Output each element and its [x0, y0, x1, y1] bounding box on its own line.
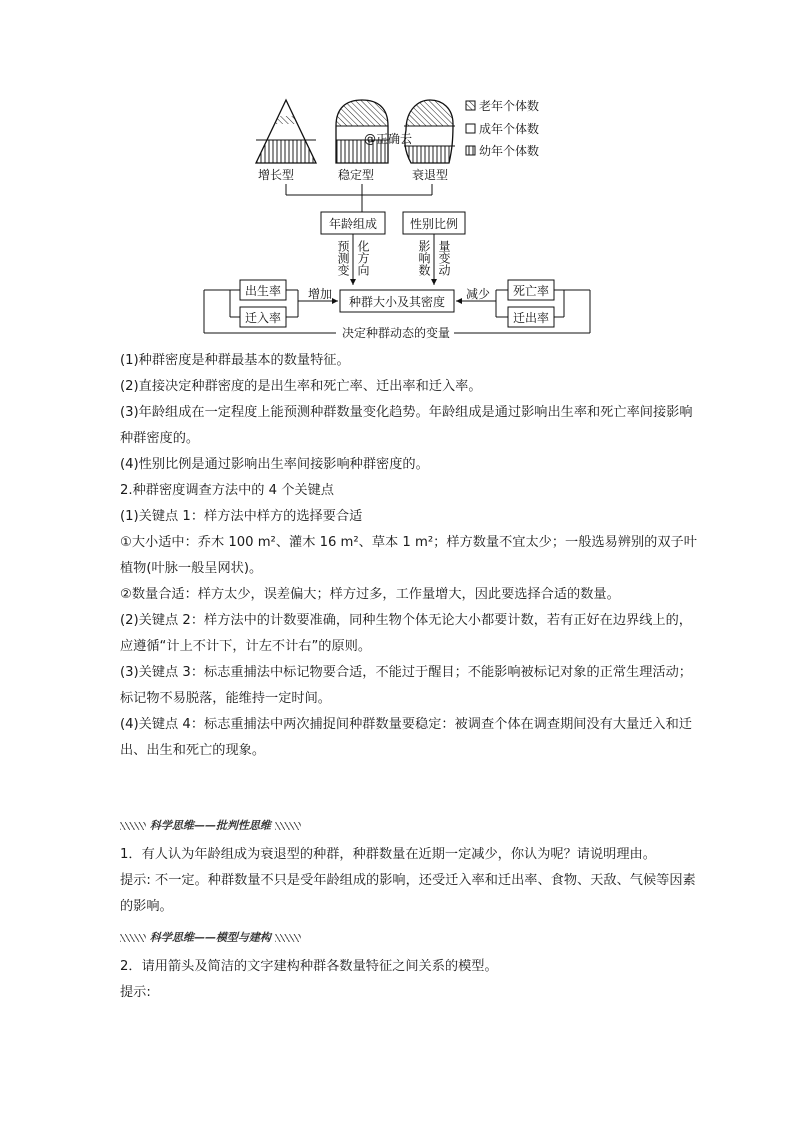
hint: 提示: — [120, 985, 151, 1000]
affect-label-a: 影响数 — [417, 240, 431, 276]
watermark: @正确云 — [364, 132, 413, 146]
hatch-decoration — [120, 934, 146, 942]
paragraph: (2)直接决定种群密度的是出生率和死亡率、迁出率和迁入率。 — [120, 379, 482, 394]
immigration-rate-label: 迁入率 — [244, 311, 282, 325]
critical-thinking-banner — [120, 817, 301, 833]
sex-ratio-label: 性别比例 — [409, 217, 459, 231]
legend — [466, 98, 539, 158]
population-characteristics-diagram — [0, 0, 794, 345]
paragraph: 2.种群密度调查方法中的 4 个关键点 — [120, 483, 334, 498]
legend-adult: 成年个体数 — [479, 122, 540, 136]
modeling-section — [120, 954, 700, 1006]
paragraph: (1)关键点 1：样方法中样方的选择要合适 — [120, 509, 363, 524]
predict-label-b: 化方向 — [356, 240, 370, 276]
paragraph: (4)关键点 4：标志重捕法中两次捕捉间种群数量要稳定：被调查个体在调查期间没有大量迁入和迁出、出生和死亡的现象。 — [120, 717, 692, 758]
population-size-label: 种群大小及其密度 — [348, 295, 446, 309]
paragraph: (3)关键点 3：标志重捕法中标记物要合适，不能过于醒目；不能影响被标记对象的正常生理活动；标记物不易脱落，能维持一定时间。 — [120, 665, 692, 706]
affect-label-b: 量变动 — [437, 240, 451, 276]
declining-pyramid — [400, 98, 460, 164]
declining-label: 衰退型 — [412, 168, 449, 182]
pyramid-bracket — [286, 184, 432, 212]
diagonal-hatch-box-icon — [466, 101, 475, 110]
increase-label: 增加 — [308, 287, 333, 301]
stable-pyramid — [330, 98, 394, 164]
paragraph: (1)种群密度是种群最基本的数量特征。 — [120, 353, 350, 368]
question: 2．请用箭头及简洁的文字建构种群各数量特征之间关系的模型。 — [120, 959, 498, 974]
hint: 提示: 不一定。种群数量不只是受年龄组成的影响，还受迁入率和迁出率、食物、天敌、气候等因素的影响。 — [120, 873, 696, 914]
paragraph: ②数量合适：样方太少，误差偏大；样方过多，工作量增大，因此要选择合适的数量。 — [120, 587, 620, 602]
banner-text: 科学思维——模型与建构 — [149, 931, 271, 944]
empty-box-icon — [466, 124, 475, 133]
left-connectors — [286, 290, 298, 317]
banner-text: 科学思维——批判性思维 — [149, 819, 271, 832]
growth-label: 增长型 — [258, 168, 295, 182]
predict-label-a: 预测变 — [336, 240, 350, 276]
legend-young: 幼年个体数 — [479, 144, 540, 158]
hatch-decoration — [120, 822, 146, 830]
dynamic-variables-label: 决定种群动态的变量 — [341, 326, 451, 340]
hatch-decoration — [275, 934, 301, 942]
critical-thinking-section — [120, 842, 700, 920]
paragraph: (4)性别比例是通过影响出生率间接影响种群密度的。 — [120, 457, 429, 472]
paragraph: (3)年龄组成在一定程度上能预测种群数量变化趋势。年龄组成是通过影响出生率和死亡率间接影响种群密度的。 — [120, 405, 693, 446]
modeling-banner — [120, 929, 301, 945]
growth-pyramid — [250, 100, 320, 164]
paragraph: (2)关键点 2：样方法中的计数要准确，同种生物个体无论大小都要计数，若有正好在边界线上的，应遵循“计上不计下，计左不计右”的原则。 — [120, 613, 692, 654]
age-structure-label: 年龄组成 — [328, 217, 378, 231]
decrease-label: 减少 — [466, 287, 491, 301]
right-connectors — [496, 290, 508, 317]
birth-rate-label: 出生率 — [244, 284, 282, 298]
question: 1．有人认为年龄组成为衰退型的种群，种群数量在近期一定减少，你认为呢？请说明理由。 — [120, 847, 656, 862]
death-rate-label: 死亡率 — [512, 284, 550, 298]
key-points-section — [120, 348, 700, 764]
stable-label: 稳定型 — [338, 168, 375, 182]
vertical-hatch-box-icon — [466, 146, 475, 155]
legend-old: 老年个体数 — [479, 99, 540, 113]
paragraph: ①大小适中：乔木 100 m²、灌木 16 m²、草本 1 m²；样方数量不宜太少；一般选易辨别的双子叶植物(叶脉一般呈网状)。 — [120, 535, 697, 576]
hatch-decoration — [275, 822, 301, 830]
emigration-rate-label: 迁出率 — [512, 311, 550, 325]
